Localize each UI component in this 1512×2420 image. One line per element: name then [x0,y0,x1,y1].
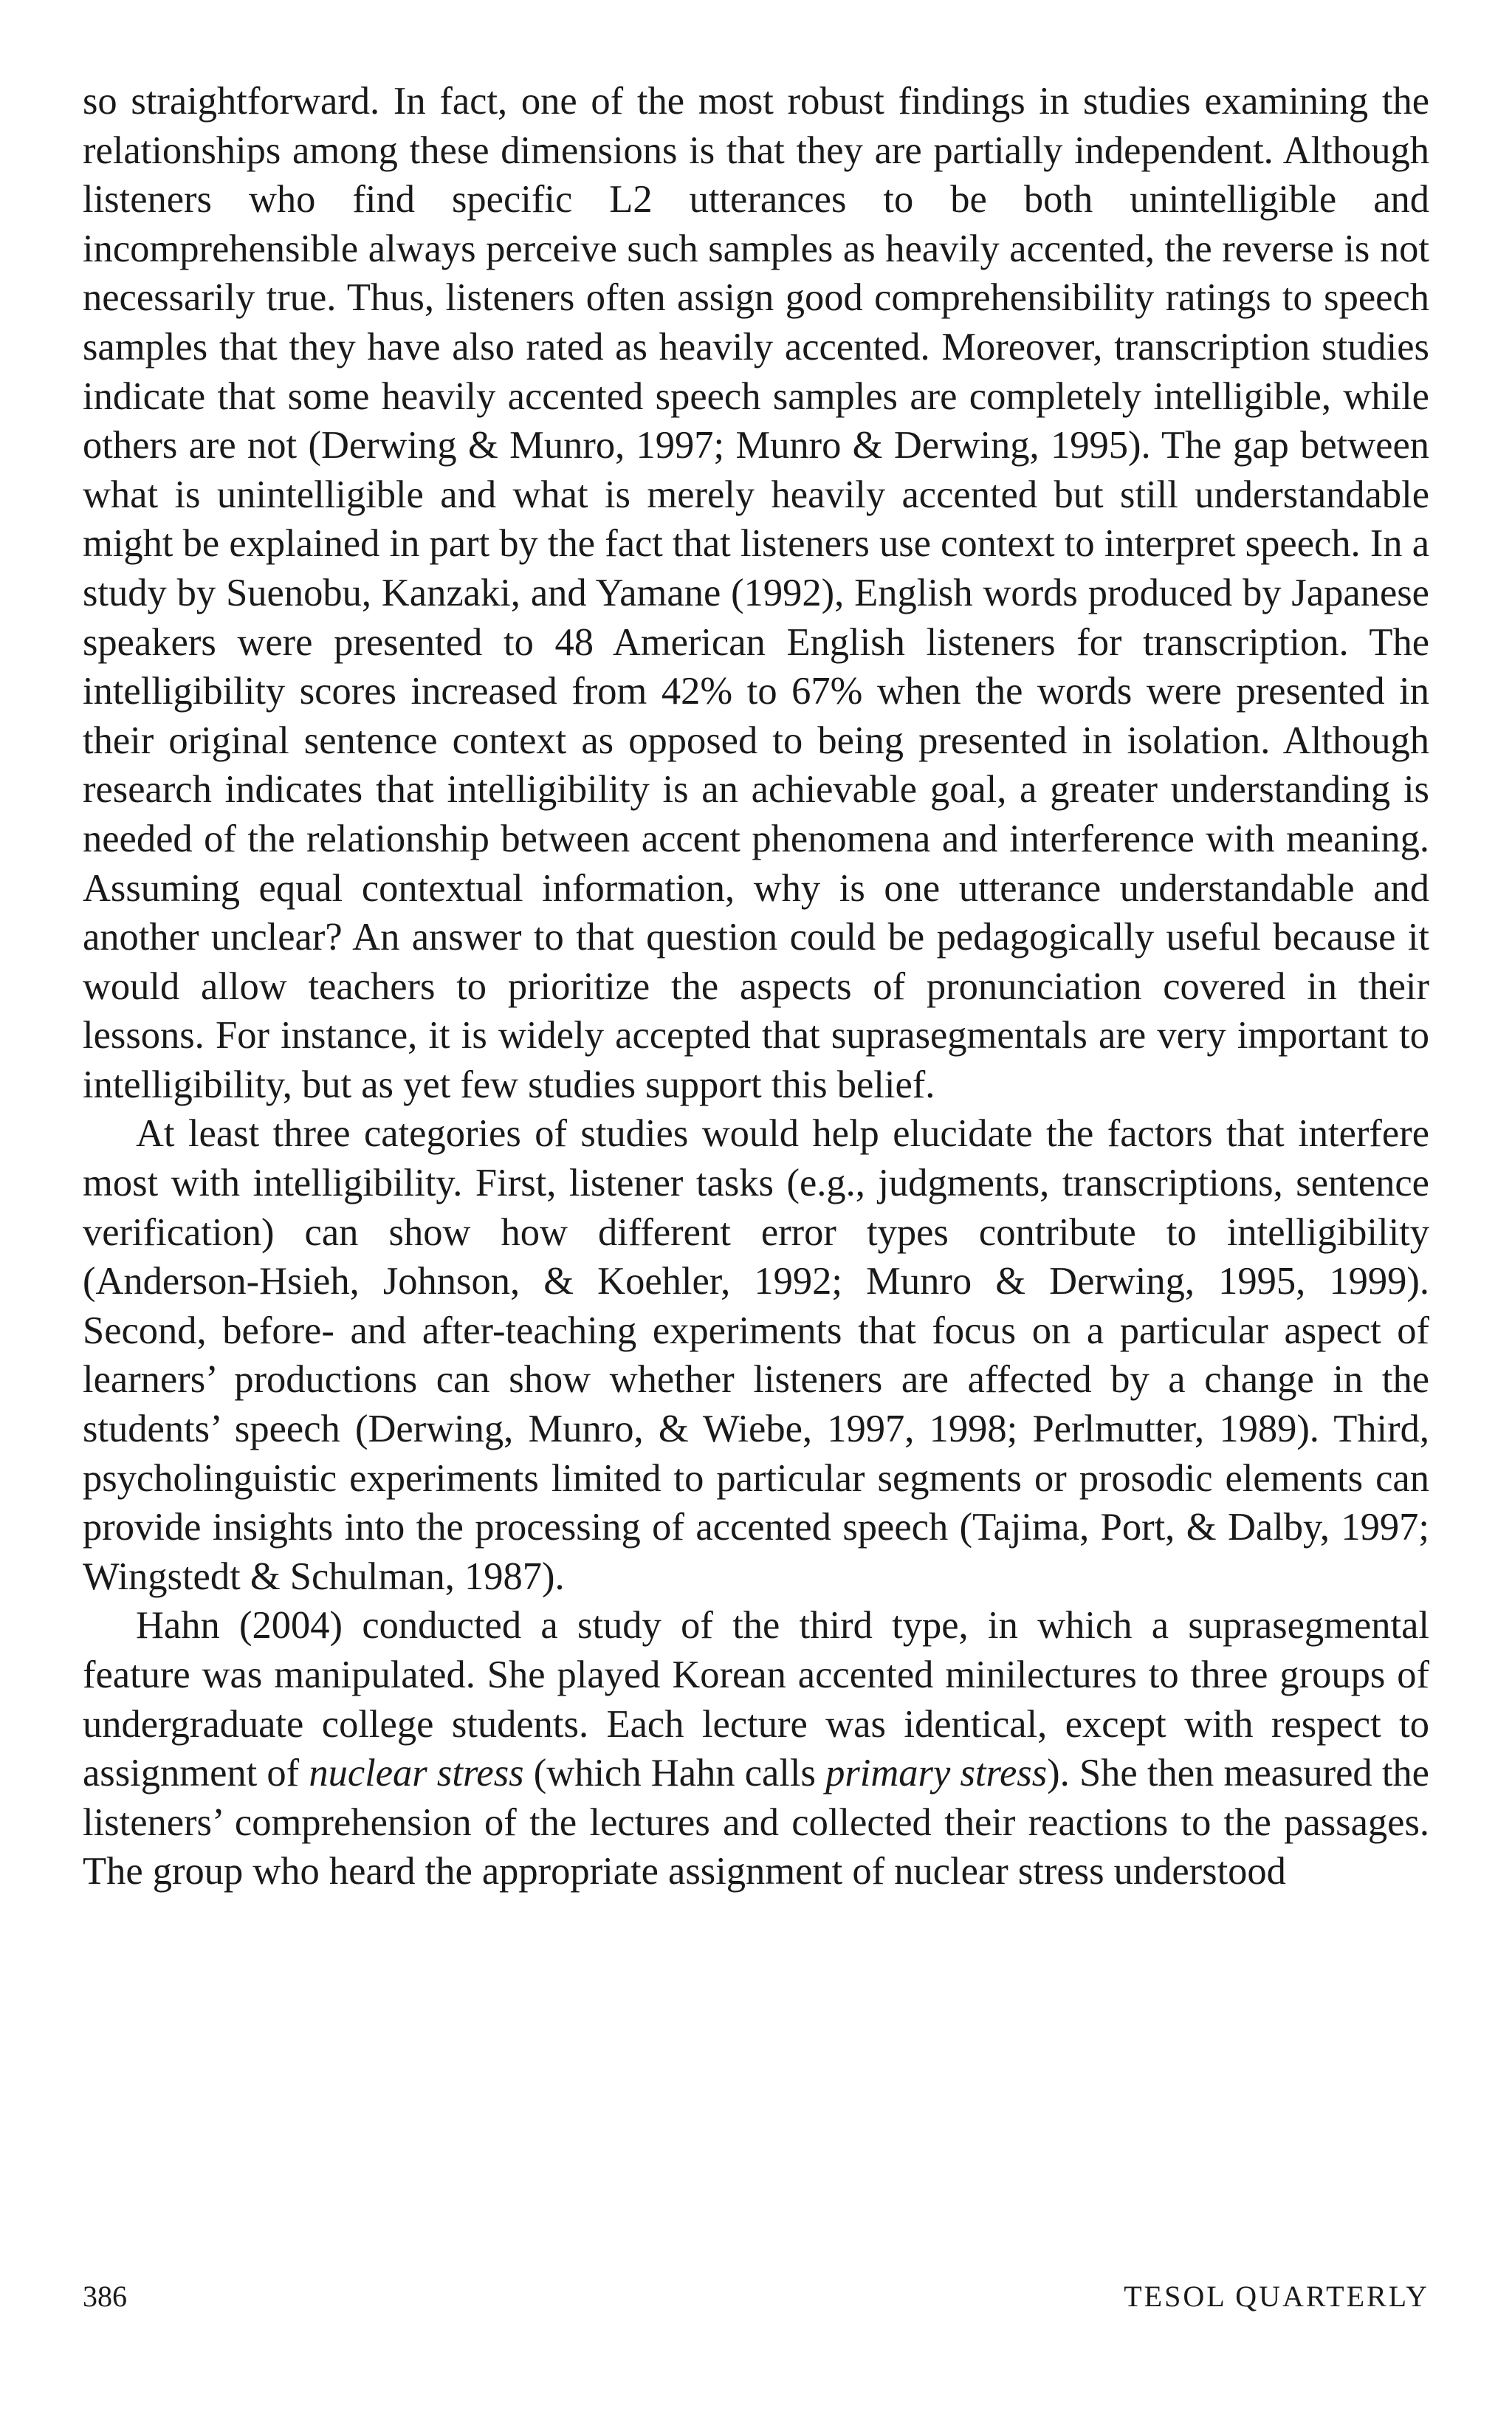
paragraph-3-text-a: Hahn (2004) conducted a study of the third type, in which a suprasegmental feature was manipulated. She played Korean accented minilectures to three groups of undergraduate college students. Each lecture was identical, except with respect to assignment of [83,1604,1429,1795]
page-footer [83,2275,1429,2319]
paragraph-2: At least three categories of studies would help elucidate the factors that interfere most with intelligibility. First, listener tasks (e.g., judgments, transcriptions, sentence verification) can show how different error types contribute to intelligibility (Anderson-Hsieh, Johnson, & Koehler, 1992; Munro & Derwing, 1995, 1999). Second, before- and after-teaching experiments that focus on a particular aspect of learners’ productions can show whether listeners are affected by a change in the students’ speech (Derwing, Munro, & Wiebe, 1997, 1998; Perlmutter, 1989). Third, psycholinguistic experiments limited to particular segments or prosodic elements can provide insights into the processing of accented speech (Tajima, Port, & Dalby, 1997; Wingstedt & Schulman, 1987). [83,1112,1429,1598]
paragraph-3 [83,1601,1429,1896]
paragraph-3-text-c: ). She then measured the listeners’ comprehension of the lectures and collected their reactions to the passages. The group who heard the appropriate assignment of nuclear stress understood [83,1752,1429,1893]
journal-name: TESOL QUARTERLY [1124,2280,1429,2313]
article-body [83,77,1429,1896]
paragraph-3-text-b: (which Hahn calls [523,1752,826,1795]
page-number: 386 [83,2280,127,2313]
term-primary-stress: primary stress [825,1752,1048,1795]
paragraph-1: so straightforward. In fact, one of the most robust findings in studies examining the relationships among these dimensions is that they are partially independent. Although listeners who find specific L2 utterances to be both unintelligible and incomprehensible always perceive such samples as heavily accented, the reverse is not necessarily true. Thus, listeners often assign good comprehensibility ratings to speech samples that they have also rated as heavily accented. Moreover, transcription studies indicate that some heavily accented speech samples are completely intelligible, while others are not (Derwing & Munro, 1997; Munro & Derwing, 1995). The gap between what is unintelligible and what is merely heavily accented but still understandable might be explained in part by the fact that listeners use context to interpret speech. In a study by Suenobu, Kanzaki, and Yamane (1992), English words produced by Japanese speakers were presented to 48 American English listeners for transcription. The intelligibility scores increased from 42% to 67% when the words were presented in their original sentence context as opposed to being presented in isolation. Although research indicates that intelligibility is an achievable goal, a greater understanding is needed of the relationship between accent phenomena and interference with meaning. Assuming equal contextual information, why is one utterance understandable and another unclear? An answer to that question could be pedagogically useful because it would allow teachers to prioritize the aspects of pronunciation covered in their lessons. For instance, it is widely accepted that suprasegmentals are very important to intelligibility, but as yet few studies support this belief. [83,80,1429,1106]
term-nuclear-stress: nuclear stress [309,1752,524,1795]
